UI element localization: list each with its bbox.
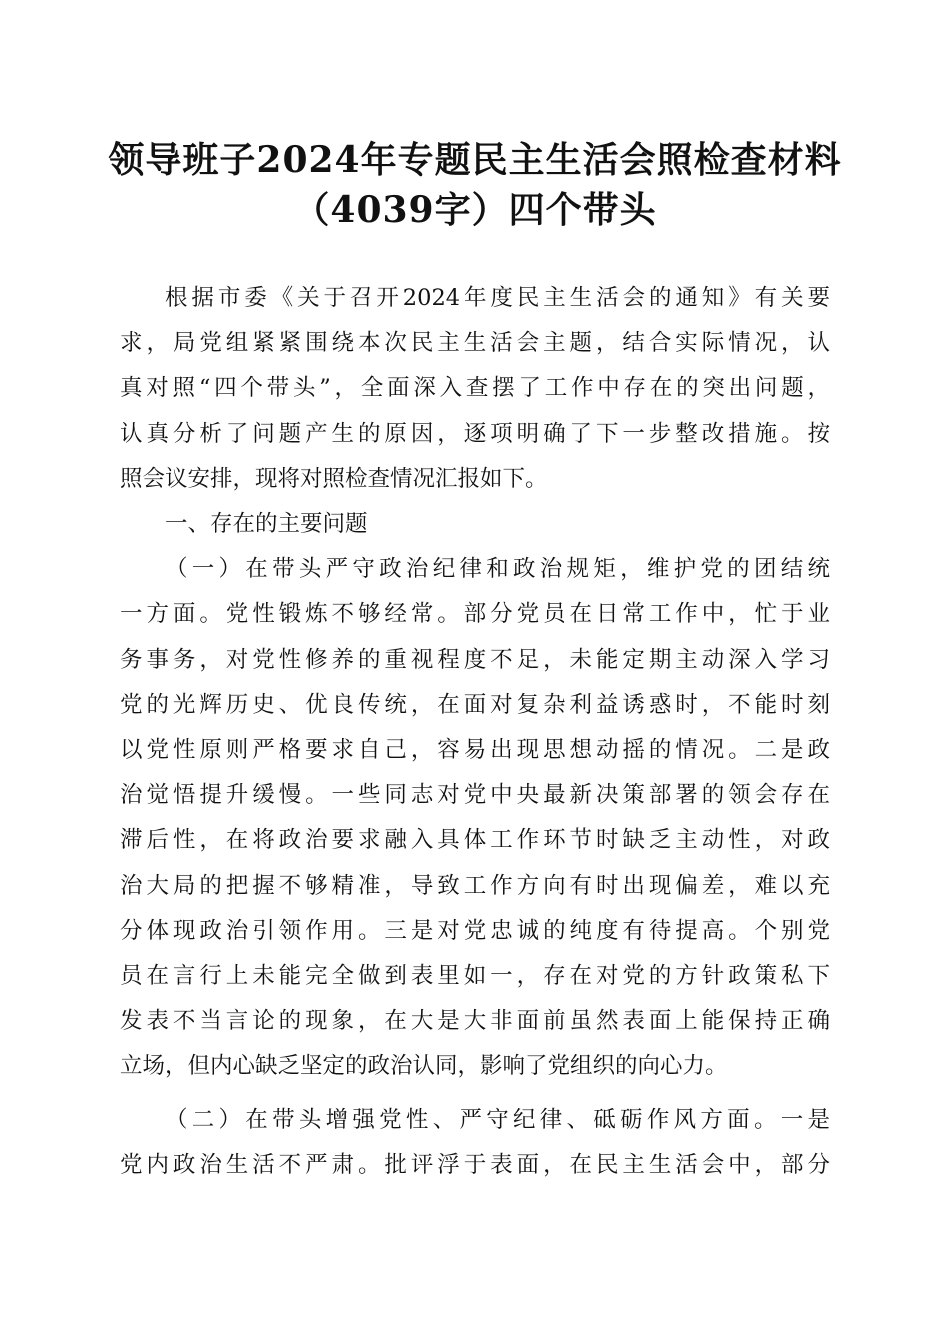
sub1-line: 滞后性，在将政治要求融入具体工作环节时缺乏主动性，对政 bbox=[120, 827, 830, 854]
sub1-line: 员在言行上未能完全做到表里如一，存在对党的方针政策私下 bbox=[120, 963, 830, 990]
sub1-line: （一）在带头严守政治纪律和政治规矩，维护党的团结统 bbox=[165, 556, 830, 583]
intro-line: 真对照“四个带头”，全面深入查摆了工作中存在的突出问题， bbox=[120, 375, 830, 402]
sub1-line: 务事务，对党性修养的重视程度不足，未能定期主动深入学习 bbox=[120, 646, 830, 673]
intro-line: 求，局党组紧紧围绕本次民主生活会主题，结合实际情况，认 bbox=[120, 330, 830, 357]
document-title-line1: 领导班子2024年专题民主生活会照检查材料 bbox=[108, 139, 842, 181]
document-body bbox=[120, 276, 830, 1188]
intro-line: 根据市委《关于召开2024年度民主生活会的通知》有关要 bbox=[165, 285, 830, 311]
sub1-line: 以党性原则严格要求自己，容易出现思想动摇的情况。二是政 bbox=[120, 737, 830, 764]
intro-line: 照会议安排，现将对照检查情况汇报如下。 bbox=[120, 465, 548, 492]
paragraph-gap bbox=[120, 1090, 830, 1098]
document-title-line2: （4039字）四个带头 bbox=[293, 189, 657, 231]
sub2-line: 党内政治生活不严肃。批评浮于表面，在民主生活会中，部分 bbox=[120, 1151, 830, 1178]
sub1-line: 立场，但内心缺乏坚定的政治认同，影响了党组织的向心力。 bbox=[120, 1053, 728, 1080]
sub1-line: 党的光辉历史、优良传统，在面对复杂利益诱惑时，不能时刻 bbox=[120, 691, 830, 718]
section1-heading: 一、存在的主要问题 bbox=[165, 511, 368, 538]
sub1-line: 治大局的把握不够精准，导致工作方向有时出现偏差，难以充 bbox=[120, 872, 830, 899]
sub1-line: 发表不当言论的现象，在大是大非面前虽然表面上能保持正确 bbox=[120, 1008, 830, 1035]
sub1-line: 治觉悟提升缓慢。一些同志对党中央最新决策部署的领会存在 bbox=[120, 782, 830, 809]
sub1-line: 分体现政治引领作用。三是对党忠诚的纯度有待提高。个别党 bbox=[120, 917, 830, 944]
sub2-line: （二）在带头增强党性、严守纪律、砥砺作风方面。一是 bbox=[165, 1106, 830, 1133]
intro-line: 认真分析了问题产生的原因，逐项明确了下一步整改措施。按 bbox=[120, 420, 830, 447]
sub1-line: 一方面。党性锻炼不够经常。部分党员在日常工作中，忙于业 bbox=[120, 601, 830, 628]
